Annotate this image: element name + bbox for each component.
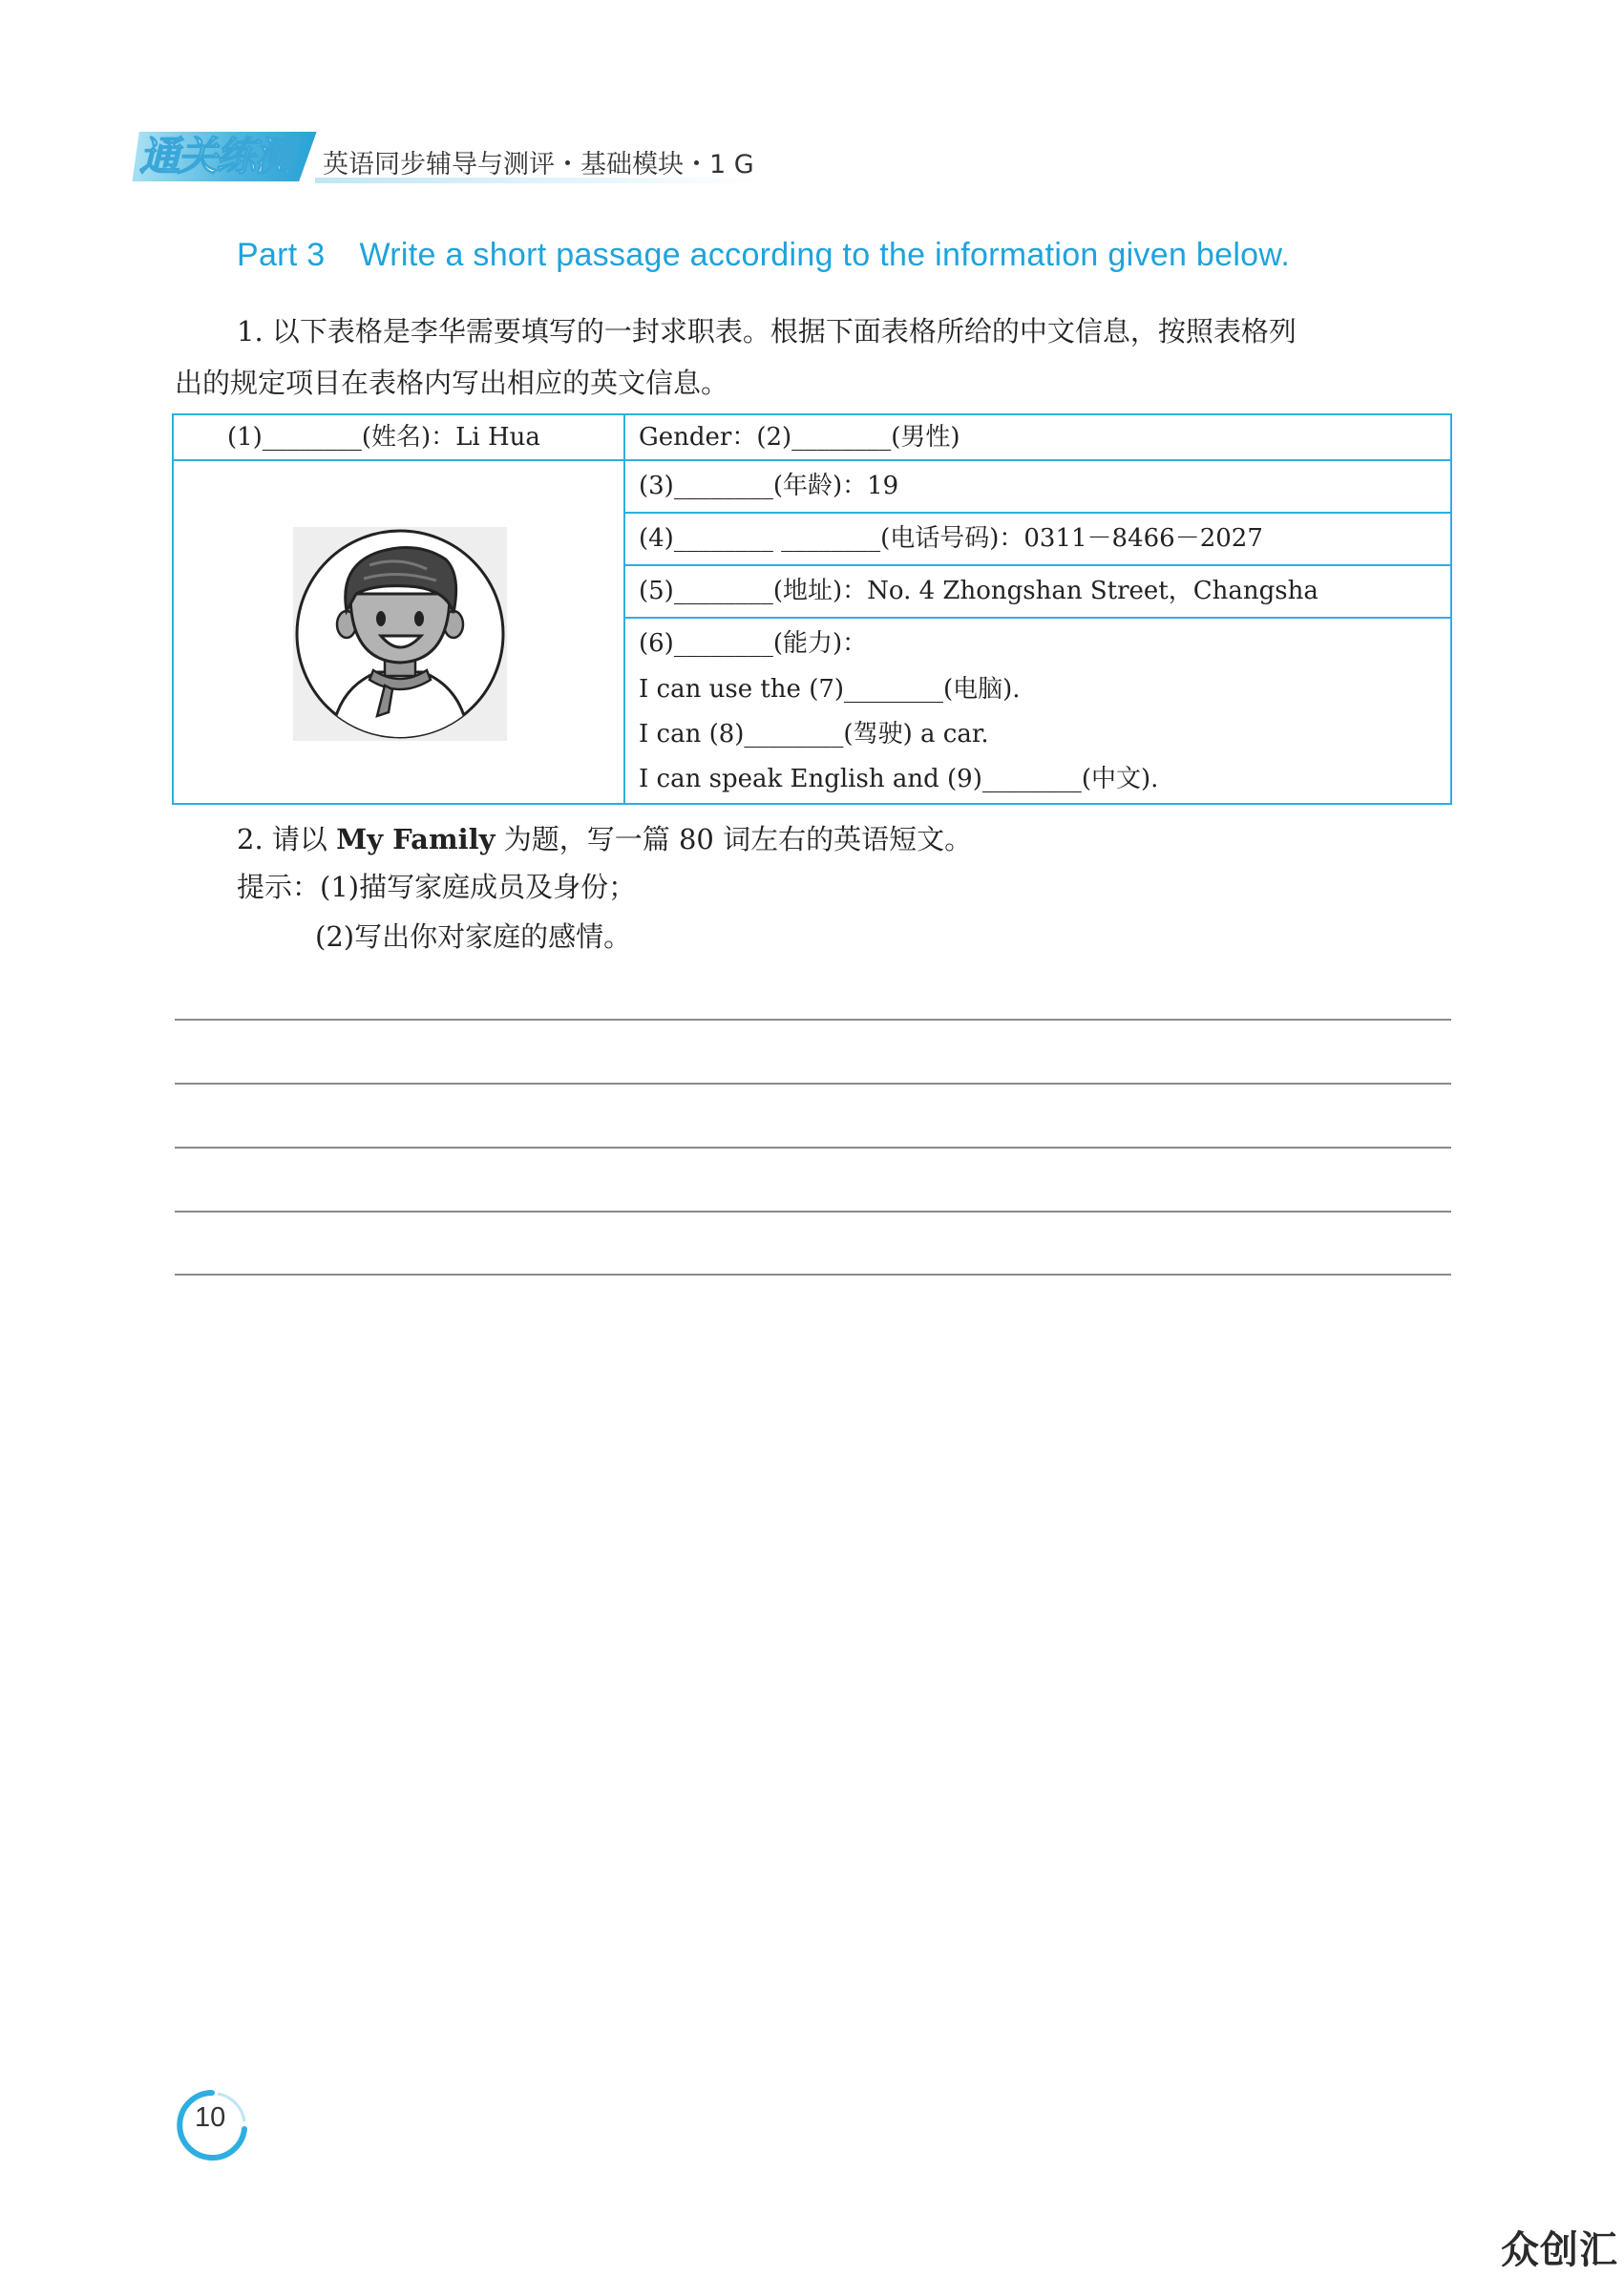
task2-prompt-prefix: 2. 请以 [237, 823, 337, 855]
watermark: 众创汇 [1501, 2228, 1618, 2272]
avatar-illustration-icon [293, 527, 507, 741]
age-field: (3)________(年龄)：19 [639, 472, 899, 500]
table-row-divider [174, 459, 1450, 461]
page-number: 10 [195, 2102, 226, 2133]
task2-hint-2: (2)写出你对家庭的感情。 [315, 920, 632, 953]
task2-title: My Family [336, 823, 496, 855]
skill-driving: I can (8)________(驾驶) a car. [639, 720, 989, 749]
table-row-divider [625, 564, 1452, 566]
writing-line[interactable] [175, 1274, 1451, 1276]
table-row-divider [625, 512, 1452, 514]
table-column-divider [623, 415, 625, 803]
task2-hint-1: 提示：(1)描写家庭成员及身份； [237, 871, 637, 903]
header-badge-text: 通关练测 [139, 133, 293, 179]
task2-prompt-suffix: 为题，写一篇 80 词左右的英语短文。 [495, 823, 973, 855]
writing-line[interactable] [175, 1019, 1451, 1021]
part-instruction: Write a short passage according to the information given below. [359, 237, 1291, 273]
applicant-avatar [293, 527, 507, 741]
task2-prompt [237, 813, 972, 865]
table-row-divider [625, 617, 1452, 619]
task1-line2: 出的规定项目在表格内写出相应的英文信息。 [175, 367, 729, 399]
name-field: (1)________(姓名)：Li Hua [227, 423, 540, 452]
skills-header: (6)________(能力)： [639, 629, 868, 658]
writing-line[interactable] [175, 1083, 1451, 1085]
skill-computer: I can use the (7)________(电脑). [639, 675, 1021, 704]
part-title [237, 237, 1290, 274]
phone-field: (4)________ ________(电话号码)：0311－8466－2027 [639, 524, 1263, 553]
part-number: Part 3 [237, 237, 326, 273]
skill-language: I can speak English and (9)________(中文). [639, 765, 1159, 793]
writing-line[interactable] [175, 1147, 1451, 1149]
address-field: (5)________(地址)：No. 4 Zhongshan Street，Changsha [639, 577, 1318, 605]
writing-line[interactable] [175, 1211, 1451, 1213]
job-application-form [172, 413, 1452, 805]
header-title: 英语同步辅导与测评・基础模块・1 G [323, 150, 754, 179]
task1-line1: 1. 以下表格是李华需要填写的一封求职表。根据下面表格所给的中文信息，按照表格列 [237, 315, 1297, 348]
gender-field: Gender：(2)________(男性) [639, 423, 960, 452]
